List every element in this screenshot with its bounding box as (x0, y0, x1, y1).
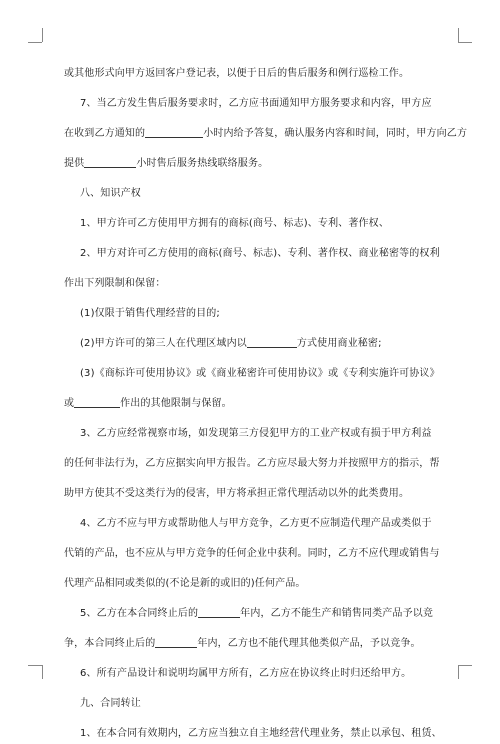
document-body (64, 64, 468, 744)
crop-mark-bottom-right-v (458, 665, 459, 679)
crop-mark-top-left-v (42, 28, 43, 42)
paragraph-line: 3、乙方应经常视察市场，如发现第三方侵犯甲方的工业产权或有损于甲方利益 (80, 428, 432, 439)
paragraph-line: 6、所有产品设计和说明均属甲方所有，乙方应在协议终止时归还给甲方。 (80, 668, 412, 679)
paragraph-line: (2)甲方许可的第三人在代理区域内以 方式使用商业秘密; (80, 338, 382, 349)
section-heading: 九、合同转让 (80, 698, 141, 709)
paragraph-line: 在收到乙方通知的 小时内给予答复，确认服务内容和时间，同时，甲方向乙方 (64, 128, 468, 139)
paragraph-line: 4、乙方不应与甲方或帮助他人与甲方竞争，乙方更不应制造代理产品或类似于 (80, 518, 432, 529)
paragraph-line: 的任何非法行为，乙方应据实向甲方报告。乙方应尽最大努力并按照甲方的指示，帮 (64, 458, 440, 469)
paragraph-line: 代销的产品，也不应从与甲方竞争的任何企业中获利。同时，乙方不应代理或销售与 (64, 548, 440, 559)
section-heading: 八、知识产权 (80, 188, 141, 199)
paragraph-line: 代理产品相同或类似的(不论是新的或旧的)任何产品。 (64, 578, 306, 589)
paragraph-line: 2、甲方对许可乙方使用的商标(商号、标志)、专利、著作权、商业秘密等的权利 (80, 248, 440, 259)
fill-blank[interactable] (198, 606, 240, 618)
fill-blank[interactable] (247, 336, 297, 348)
paragraph-line: 1、在本合同有效期内，乙方应当独立自主地经营代理业务，禁止以承包、租赁、 (80, 728, 442, 739)
paragraph-line: 或 作出的其他限制与保留。 (64, 398, 232, 409)
fill-blank[interactable] (155, 636, 197, 648)
paragraph-line: (1)仅限于销售代理经营的目的; (80, 308, 220, 319)
paragraph-line: 7、当乙方发生售后服务要求时，乙方应书面通知甲方服务要求和内容，甲方应 (80, 98, 432, 109)
paragraph-line: 或其他形式向甲方返回客户登记表，以便于日后的售后服务和例行巡检工作。 (64, 68, 410, 79)
paragraph-line: 提供 小时售后服务热线联络服务。 (64, 158, 269, 169)
fill-blank[interactable] (74, 396, 120, 408)
paragraph-line: 助甲方使其不受这类行为的侵害，甲方将承担正常代理活动以外的此类费用。 (64, 488, 410, 499)
crop-mark-bottom-right-h (458, 665, 472, 666)
paragraph-line: 1、甲方许可乙方使用甲方拥有的商标(商号、标志)、专利、著作权、 (80, 218, 389, 229)
paragraph-line: 作出下列限制和保留： (64, 278, 166, 289)
fill-blank[interactable] (84, 156, 136, 168)
paragraph-line: (3)《商标许可使用协议》或《商业秘密许可使用协议》或《专利实施许可协议》 (80, 368, 440, 379)
crop-mark-top-right-v (458, 28, 459, 42)
crop-mark-top-right-h (458, 42, 472, 43)
crop-mark-bottom-left-h (28, 665, 42, 666)
crop-mark-bottom-left-v (42, 665, 43, 679)
paragraph-line: 5、乙方在本合同终止后的 年内，乙方不能生产和销售同类产品予以竞 (80, 608, 434, 619)
paragraph-line: 争，本合同终止后的 年内，乙方也不能代理其他类似产品，予以竞争。 (64, 638, 421, 649)
crop-mark-top-left-h (28, 42, 42, 43)
fill-blank[interactable] (145, 126, 203, 138)
